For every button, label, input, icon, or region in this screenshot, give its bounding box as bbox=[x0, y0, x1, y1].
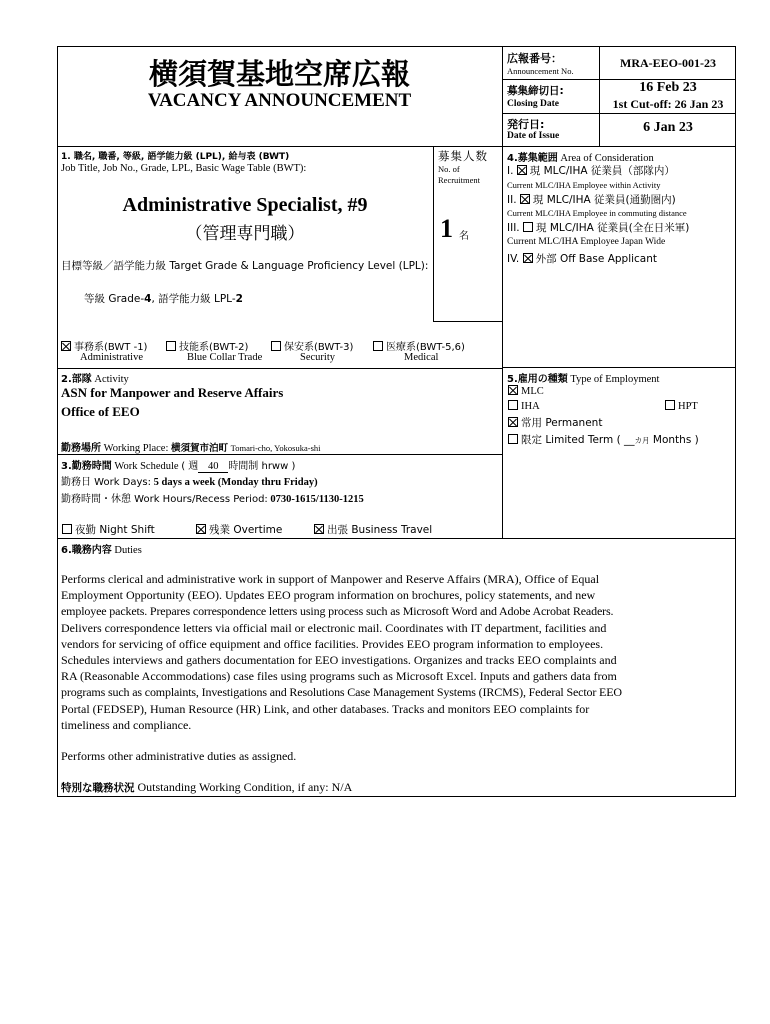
divider bbox=[433, 146, 434, 321]
divider bbox=[57, 368, 502, 369]
area-text: 現 MLC/IHA 従業員(通勤圏内) bbox=[532, 194, 676, 206]
divider bbox=[57, 454, 502, 455]
duties-line: Schedules interviews and gathers documentation for EEO investigations. Organizes and tracks EEO complaints and bbox=[61, 653, 617, 668]
checkbox-checked-icon[interactable] bbox=[520, 194, 530, 204]
lpl-prefix: , 語学能力級 LPL- bbox=[151, 293, 236, 305]
grade-value: 4 bbox=[144, 293, 152, 305]
checkbox-icon[interactable] bbox=[62, 524, 72, 534]
section3-label bbox=[61, 457, 295, 473]
duties-line: vendors for servicing of office equipment and office facilities. Provides EEO program information to employees. bbox=[61, 636, 604, 651]
grade-prefix: 等級 Grade- bbox=[84, 293, 145, 305]
bwt-label: 保安系(BWT-3) bbox=[284, 342, 354, 353]
bwt-administrative-en: Administrative bbox=[80, 352, 143, 363]
schedule-a: ( 週 bbox=[181, 461, 199, 472]
limited-unit: カ月 bbox=[634, 436, 650, 445]
place-value-jp: 横須賀市泊町 bbox=[171, 443, 229, 454]
duties-line: programs such as complaints, Investigations and Resolutions Case Management Systems (IRCMS), Federal Sector EEO bbox=[61, 685, 622, 700]
checkbox-icon[interactable] bbox=[166, 341, 176, 351]
night-label: 夜勤 Night Shift bbox=[75, 524, 155, 536]
bwt-security-en: Security bbox=[300, 352, 335, 363]
checkbox-icon[interactable] bbox=[508, 434, 518, 444]
announcement-no-label-jp: 広報番号： bbox=[507, 52, 562, 65]
bwt-label: 事務系(BWT -1) bbox=[74, 342, 148, 353]
schedule-b: 時間制 hrww ) bbox=[228, 461, 296, 472]
cutoff-date: 1st Cut-off: 26 Jan 23 bbox=[612, 97, 724, 111]
section3-label-jp: 3.勤務時間 bbox=[61, 461, 112, 472]
section2-label-jp: 2.部隊 bbox=[61, 374, 92, 385]
duties-line: Portal (FEDSEP), Human Resource (HR) Link, and other databases. Tracks and monitors EEO complaints for bbox=[61, 701, 590, 716]
hours-label: 勤務時間・休憩 Work Hours/Recess Period: bbox=[61, 494, 268, 505]
section3-label-en: Work Schedule bbox=[114, 461, 179, 472]
section1-label-en: Job Title, Job No., Grade, LPL, Basic Wage Table (BWT): bbox=[61, 163, 307, 174]
days-value: 5 days a week (Monday thru Friday) bbox=[153, 477, 318, 488]
duties-line: timeliness and compliance. bbox=[61, 717, 192, 732]
recruit-label-jp: 募集人数 bbox=[438, 149, 488, 163]
divider bbox=[57, 146, 736, 147]
recruit-unit: 名 bbox=[459, 231, 469, 242]
section4-label-en: Area of Consideration bbox=[560, 153, 654, 164]
divider bbox=[433, 321, 502, 322]
section6-label-en: Duties bbox=[114, 545, 142, 556]
mlc-label: MLC bbox=[521, 386, 544, 397]
area-text: 外部 Off Base Applicant bbox=[535, 253, 658, 265]
job-title: Administrative Specialist, #9 bbox=[122, 194, 368, 216]
issue-date: 6 Jan 23 bbox=[643, 120, 693, 135]
section1-label-jp: 1. 職名, 職番, 等級, 語学能力級 (LPL), 給与表 (BWT) bbox=[61, 152, 290, 162]
bwt-security[interactable] bbox=[271, 338, 353, 353]
activity-line1: ASN for Manpower and Reserve Affairs bbox=[61, 385, 284, 400]
work-days bbox=[61, 473, 318, 488]
section6-label-jp: 6.職務内容 bbox=[61, 545, 112, 556]
bwt-medical-en: Medical bbox=[404, 352, 439, 363]
recruit-label-en2: Recruitment bbox=[438, 175, 481, 185]
divider bbox=[502, 46, 503, 538]
duties-line: Performs clerical and administrative work in support of Manpower and Reserve Affairs (MRA), Office of Equal bbox=[61, 572, 600, 586]
duties-line: RA (Reasonable Accommodations) case files using programs such as Microsoft Excel. Inputs and gathers data from bbox=[61, 669, 617, 684]
permanent-label: 常用 Permanent bbox=[521, 417, 603, 429]
emp-permanent[interactable] bbox=[508, 415, 602, 430]
duties-line: Delivers correspondence letters via official mail or electronic mail. Coordinates with IT department, facilities and bbox=[61, 620, 607, 635]
issue-label-en: Date of Issue bbox=[507, 131, 560, 141]
travel-label: 出張 Business Travel bbox=[327, 524, 433, 536]
closing-label-jp: 募集締切日: bbox=[507, 85, 564, 97]
bwt-label: 技能系(BWT-2) bbox=[179, 342, 249, 353]
duties-paragraph bbox=[61, 571, 733, 733]
area-sub-1: Current MLC/IHA Employee within Activity bbox=[507, 180, 661, 190]
area-item-1[interactable] bbox=[507, 163, 675, 178]
announcement-no-label-en: Announcement No. bbox=[507, 66, 574, 76]
closing-date: 16 Feb 23 bbox=[639, 80, 697, 95]
duties-line: Employment Opportunity (EEO). Updates EEO program information on brochures, policy statements, and new bbox=[61, 588, 596, 603]
area-item-2[interactable] bbox=[507, 192, 676, 207]
grade-line bbox=[84, 291, 243, 306]
cond-text: Outstanding Working Condition, if any: N/A bbox=[137, 780, 353, 794]
checkbox-checked-icon[interactable] bbox=[523, 253, 533, 263]
duties-other: Performs other administrative duties as assigned. bbox=[61, 749, 297, 763]
checkbox-checked-icon[interactable] bbox=[517, 165, 527, 175]
place-label-jp: 勤務場所 bbox=[61, 443, 101, 454]
overtime-label: 残業 Overtime bbox=[209, 524, 283, 536]
title-jp: 横須賀基地空席広報 bbox=[148, 57, 410, 91]
cond-label-jp: 特別な職務状況 bbox=[61, 782, 135, 794]
job-title-jp: （管理専門職） bbox=[185, 224, 305, 244]
checkbox-checked-icon[interactable] bbox=[508, 385, 518, 395]
business-travel[interactable] bbox=[314, 522, 432, 537]
duties-line: employee packets. Prepares correspondence letters using process such as Microsoft Word and Adobe Acrobat Readers. bbox=[61, 604, 614, 619]
section2-label-en: Activity bbox=[94, 374, 129, 385]
activity-line2: Office of EEO bbox=[61, 404, 140, 419]
area-num: III. bbox=[507, 222, 520, 234]
bwt-label: 医療系(BWT-5,6) bbox=[386, 342, 465, 353]
announcement-no: MRA-EEO-001-23 bbox=[620, 56, 716, 70]
hours-value: 0730-1615/1130-1215 bbox=[270, 494, 364, 505]
checkbox-icon[interactable] bbox=[508, 400, 518, 410]
iha-label: IHA bbox=[521, 401, 540, 412]
section2-label bbox=[61, 370, 129, 385]
overtime[interactable] bbox=[196, 522, 282, 537]
area-num: II. bbox=[507, 194, 517, 206]
target-grade-text: 目標等級／語学能力級 Target Grade & Language Proficiency Level (LPL): bbox=[61, 260, 429, 272]
checkbox-icon[interactable] bbox=[665, 400, 675, 410]
working-place bbox=[61, 439, 321, 454]
checkbox-icon[interactable] bbox=[523, 222, 533, 232]
emp-iha[interactable] bbox=[508, 400, 540, 412]
area-text: 現 MLC/IHA 従業員（部隊内） bbox=[529, 165, 675, 177]
emp-mlc[interactable] bbox=[508, 385, 544, 397]
place-value-en: Tomari-cho, Yokosuka-shi bbox=[230, 443, 321, 453]
place-label-en: Working Place: bbox=[103, 443, 169, 454]
area-item-3[interactable] bbox=[507, 220, 689, 235]
bwt-administrative[interactable] bbox=[61, 338, 147, 353]
bwt-blue-collar-en: Blue Collar Trade bbox=[187, 352, 263, 363]
section4-label bbox=[507, 149, 654, 164]
lpl-value: 2 bbox=[235, 293, 243, 305]
working-condition bbox=[61, 780, 352, 795]
title-en: VACANCY ANNOUNCEMENT bbox=[147, 90, 412, 111]
closing-label-en: Closing Date bbox=[507, 99, 559, 109]
checkbox-checked-icon[interactable] bbox=[196, 524, 206, 534]
divider bbox=[502, 367, 736, 368]
checkbox-icon[interactable] bbox=[271, 341, 281, 351]
divider bbox=[502, 113, 736, 114]
emp-limited[interactable] bbox=[508, 432, 699, 447]
area-num: IV. bbox=[507, 253, 520, 265]
target-grade-label bbox=[61, 258, 429, 274]
area-sub-2: Current MLC/IHA Employee in commuting distance bbox=[507, 208, 687, 218]
schedule-hours: 40 bbox=[198, 461, 228, 473]
days-label: 勤務日 Work Days: bbox=[61, 477, 152, 488]
night-shift[interactable] bbox=[62, 522, 155, 537]
work-hours bbox=[61, 490, 364, 505]
checkbox-checked-icon[interactable] bbox=[314, 524, 324, 534]
limited-prefix: 限定 Limited Term ( __ bbox=[521, 434, 635, 446]
section4-label-jp: 4.募集範囲 bbox=[507, 153, 558, 164]
area-sub-3: Current MLC/IHA Employee Japan Wide bbox=[507, 237, 666, 247]
bwt-medical[interactable] bbox=[373, 338, 465, 353]
recruit-count: 1 bbox=[440, 214, 453, 243]
issue-label-jp: 発行日: bbox=[507, 118, 545, 131]
divider bbox=[57, 538, 736, 539]
area-num: I. bbox=[507, 165, 514, 177]
checkbox-checked-icon[interactable] bbox=[508, 417, 518, 427]
section5-label bbox=[507, 370, 659, 385]
limited-suffix: Months ) bbox=[652, 434, 699, 446]
area-item-4[interactable] bbox=[507, 251, 657, 266]
area-text: 現 MLC/IHA 従業員(全在日米軍) bbox=[535, 222, 690, 234]
checkbox-checked-icon[interactable] bbox=[61, 341, 71, 351]
hpt-label: HPT bbox=[678, 401, 698, 412]
section5-label-en: Type of Employment bbox=[570, 374, 660, 385]
section6-label bbox=[61, 541, 142, 556]
section5-label-jp: 5.雇用の種類 bbox=[507, 374, 568, 385]
recruit-label-en1: No. of bbox=[438, 164, 460, 174]
checkbox-icon[interactable] bbox=[373, 341, 383, 351]
bwt-blue-collar[interactable] bbox=[166, 338, 248, 353]
emp-hpt[interactable] bbox=[665, 400, 698, 412]
